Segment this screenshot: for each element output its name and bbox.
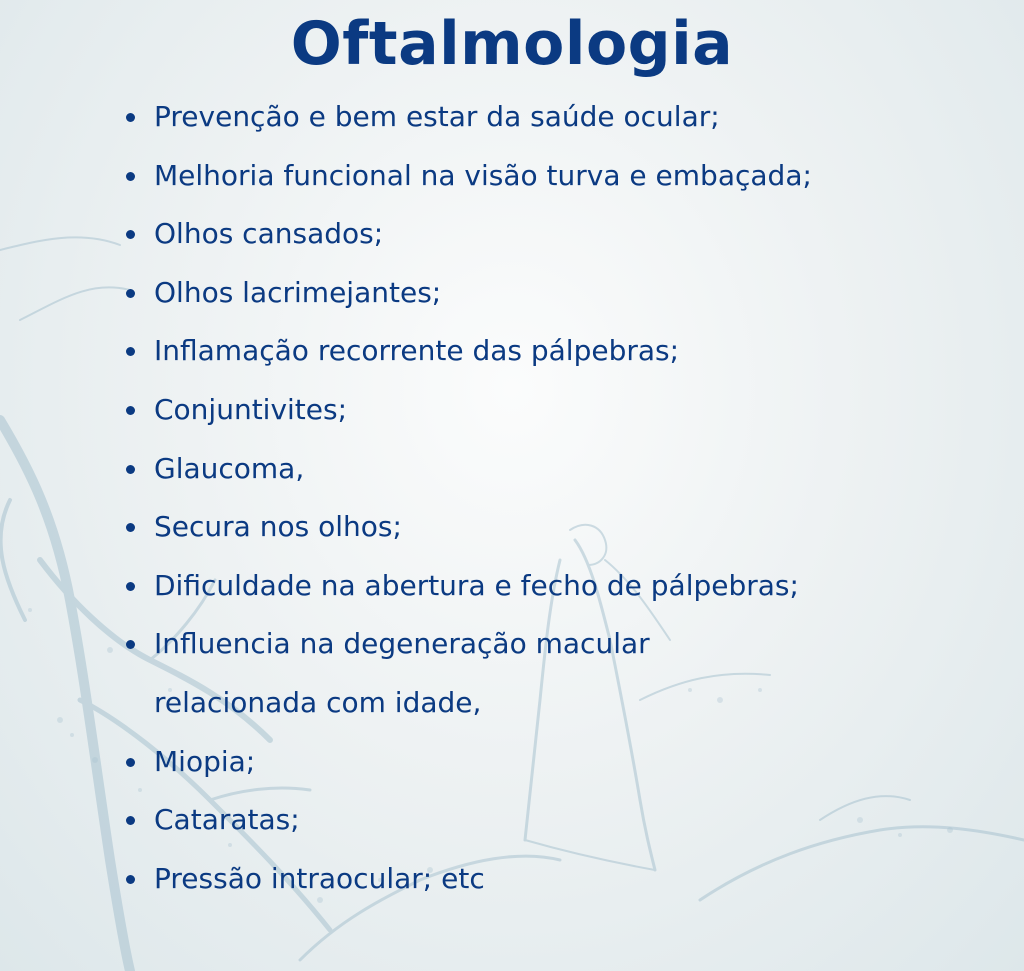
bullet-icon — [126, 172, 135, 181]
page-title: Oftalmologia — [290, 9, 734, 79]
list-item — [126, 147, 1006, 206]
list-item — [126, 498, 1006, 557]
list-item-text: Influencia na degeneração macular — [154, 627, 650, 661]
list-item — [126, 88, 1006, 147]
list-item-text: Miopia; — [154, 744, 256, 778]
list-item — [126, 557, 1006, 616]
bullet-icon — [126, 582, 135, 591]
bullet-icon — [126, 875, 135, 884]
list-item-text: Olhos cansados; — [154, 217, 384, 251]
list-item-text: Inflamação recorrente das pálpebras; — [154, 334, 680, 368]
conditions-list — [126, 88, 1006, 908]
list-item — [126, 850, 1006, 909]
bullet-icon — [126, 230, 135, 239]
list-item-text: Olhos lacrimejantes; — [154, 275, 442, 309]
list-item — [126, 615, 1006, 732]
list-item-text: Secura nos olhos; — [154, 510, 402, 544]
list-item — [126, 381, 1006, 440]
bullet-icon — [126, 640, 135, 649]
list-item — [126, 322, 1006, 381]
list-item-text: Cataratas; — [154, 803, 300, 837]
list-item — [126, 791, 1006, 850]
bullet-icon — [126, 816, 135, 825]
list-item-text: Pressão intraocular; etc — [154, 861, 485, 895]
list-item — [126, 205, 1006, 264]
list-item-text: Conjuntivites; — [154, 392, 348, 426]
bullet-icon — [126, 289, 135, 298]
list-item — [126, 440, 1006, 499]
list-item-text: relacionada com idade, — [154, 685, 482, 719]
bullet-icon — [126, 347, 135, 356]
bullet-icon — [126, 465, 135, 474]
list-item-text: Glaucoma, — [154, 451, 305, 485]
bullet-icon — [126, 113, 135, 122]
bullet-icon — [126, 406, 135, 415]
list-item-text: Prevenção e bem estar da saúde ocular; — [154, 100, 720, 133]
list-item-text: Dificuldade na abertura e fecho de pálpebras; — [154, 568, 799, 602]
bullet-icon — [126, 758, 135, 767]
list-item — [126, 733, 1006, 792]
bullet-icon — [126, 523, 135, 532]
list-item — [126, 264, 1006, 323]
list-item-text: Melhoria funcional na visão turva e embaçada; — [154, 158, 812, 192]
